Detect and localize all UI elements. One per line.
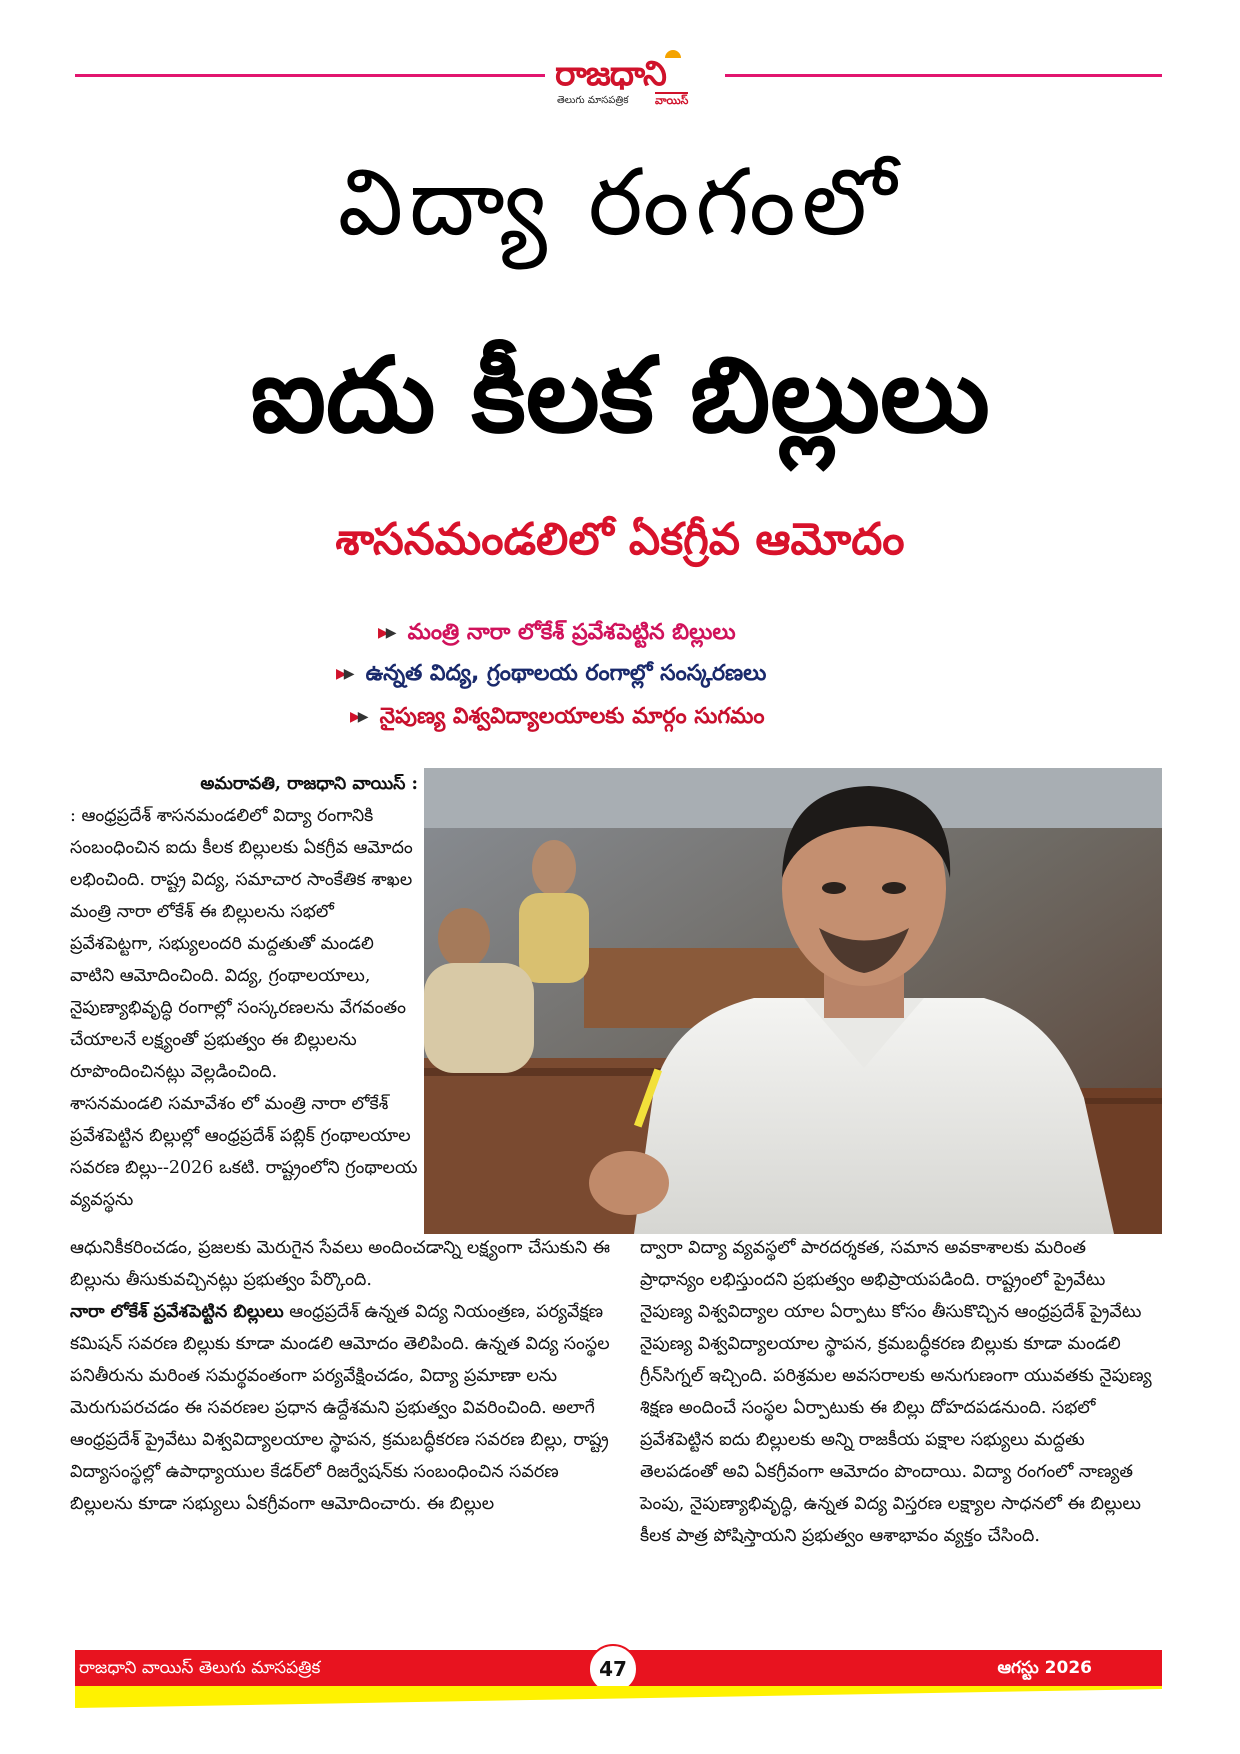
article-photo (424, 768, 1162, 1234)
double-triangle-icon: ▶▶ (378, 625, 394, 641)
article-column-left-lower (70, 1232, 622, 1520)
double-triangle-icon: ▶▶ (336, 666, 352, 682)
article-paragraph: : ఆంధ్రప్రదేశ్ శాసనమండలిలో విద్యా రంగానికి సంబంధించిన ఐదు కీలక బిల్లులకు ఏకగ్రీవ ఆమోదం లభించింది. రాష్ట్ర విద్య, సమాచార సాంకేతిక శాఖల మంత్రి నారా లోకేశ్ ఈ బిల్లులను సభలో ప్రవేశపెట్టగా, సభ్యులందరి మద్దతుతో మండలి వాటిని ఆమోదించింది. విద్య, గ్రంథాలయాలు, నైపుణ్యాభివృద్ధి రంగాల్లో సంస్కరణలను వేగవంతం చేయాలనే లక్ష్యంతో ప్రభుత్వం ఈ బిల్లులను రూపొందించినట్లు వెల్లడించింది. (70, 806, 413, 1082)
logo-voice: వాయిస్ (655, 92, 688, 110)
masthead-rule-right (725, 74, 1162, 77)
footer-yellow-stripe (75, 1686, 1162, 1708)
subheadline: శాసనమండలిలో ఏకగ్రీవ ఆమోదం (335, 514, 905, 565)
page-number: 47 (588, 1644, 638, 1694)
masthead-rule-left (75, 74, 545, 77)
sun-icon (665, 50, 681, 58)
footer-publication: రాజధాని వాయిస్ తెలుగు మాసపత్రిక (79, 1658, 321, 1678)
article-paragraph: ఆధునికీకరించడం, ప్రజలకు మెరుగైన సేవలు అందించడాన్ని లక్ష్యంగా చేసుకుని ఈ బిల్లును తీసుకువచ్చినట్లు ప్రభుత్వం పేర్కొంది. (70, 1238, 611, 1290)
article-column-right (640, 1232, 1152, 1552)
article-dateline: అమరావతి, రాజధాని వాయిస్ : (200, 774, 418, 794)
paragraph-lead: నారా లోకేశ్ ప్రవేశపెట్టిన బిల్లులు (70, 1302, 284, 1322)
highlight-item: ▶▶ ఉన్నత విద్య, గ్రంథాలయ రంగాల్లో సంస్కరణలు (336, 657, 766, 691)
article-paragraph: శాసనమండలి సమావేశం లో మంత్రి నారా లోకేశ్ ప్రవేశపెట్టిన బిల్లుల్లో ఆంధ్రప్రదేశ్ పబ్లిక్ గ్రంథాలయాల సవరణ బిల్లు--2026 ఒకటి. రాష్ట్రంలోని గ్రంథాలయ వ్యవస్థను (70, 1094, 418, 1210)
minister-speaking-photo (424, 768, 1162, 1234)
article-paragraph: నారా లోకేశ్ ప్రవేశపెట్టిన బిల్లులు ఆంధ్రప్రదేశ్ ఉన్నత విద్య నియంత్రణ, పర్యవేక్షణ కమిషన్ సవరణ బిల్లుకు కూడా మండలి ఆమోదం తెలిపింది. ఉన్నత విద్య సంస్థల పనితీరును మరింత సమర్థవంతంగా పర్యవేక్షించడం, విద్యా ప్రమాణా లను మెరుగుపరచడం ఈ సవరణల ప్రధాన ఉద్దేశమని ప్రభుత్వం వివరించింది. అలాగే ఆంధ్రప్రదేశ్ ప్రైవేటు విశ్వవిద్యాలయాల స్థాపన, క్రమబద్ధీకరణ సవరణ బిల్లు, రాష్ట్ర విద్యాసంస్థల్లో ఉపాధ్యాయుల కేడర్‌లో రిజర్వేషన్‌కు సంబంధించిన సవరణ బిల్లులను కూడా సభ్యులు ఏకగ్రీవంగా ఆమోదించారు. ఈ బిల్లుల (70, 1302, 610, 1514)
logo-title: రాజధాని (555, 54, 666, 94)
headline-line-2: ఐదు కీలక బిల్లులు (250, 334, 990, 456)
article-column-left (70, 768, 418, 1216)
double-triangle-icon: ▶▶ (350, 709, 366, 725)
headline-line-1: విద్యా రంగంలో (337, 149, 903, 256)
highlight-item: ▶▶ మంత్రి నారా లోకేశ్ ప్రవేశపెట్టిన బిల్లులు (378, 616, 736, 650)
article-paragraph: ద్వారా విద్యా వ్యవస్థలో పారదర్శకత, సమాన అవకాశాలకు మరింత ప్రాధాన్యం లభిస్తుందని ప్రభుత్వం అభిప్రాయపడింది. రాష్ట్రంలో ప్రైవేటు నైపుణ్య విశ్వవిద్యాల యాల ఏర్పాటు కోసం తీసుకొచ్చిన ఆంధ్రప్రదేశ్ ప్రైవేటు నైపుణ్య విశ్వవిద్యాలయాల స్థాపన, క్రమబద్ధీకరణ బిల్లుకు కూడా మండలి గ్రీన్‌సిగ్నల్ ఇచ్చింది. పరిశ్రమల అవసరాలకు అనుగుణంగా యువతకు నైపుణ్య శిక్షణ అందించే సంస్థల ఏర్పాటుకు ఈ బిల్లు దోహదపడనుంది. సభలో ప్రవేశపెట్టిన ఐదు బిల్లులకు అన్ని రాజకీయ పక్షాల సభ్యులు మద్దతు తెలపడంతో అవి ఏకగ్రీవంగా ఆమోదం పొందాయి. విద్యా రంగంలో నాణ్యత పెంపు, నైపుణ్యాభివృద్ధి, ఉన్నత విద్య విస్తరణ లక్ష్యాల సాధనలో ఈ బిల్లులు కీలక పాత్ర పోషిస్తాయని ప్రభుత్వం ఆశాభావం వ్యక్తం చేసింది. (640, 1238, 1152, 1546)
highlight-item: ▶▶ నైపుణ్య విశ్వవిద్యాలయాలకు మార్గం సుగమం (350, 700, 765, 734)
footer-issue-date: ఆగస్టు 2026 (997, 1658, 1092, 1678)
publication-logo (555, 50, 715, 108)
logo-tagline: తెలుగు మాసపత్రిక (557, 95, 629, 106)
